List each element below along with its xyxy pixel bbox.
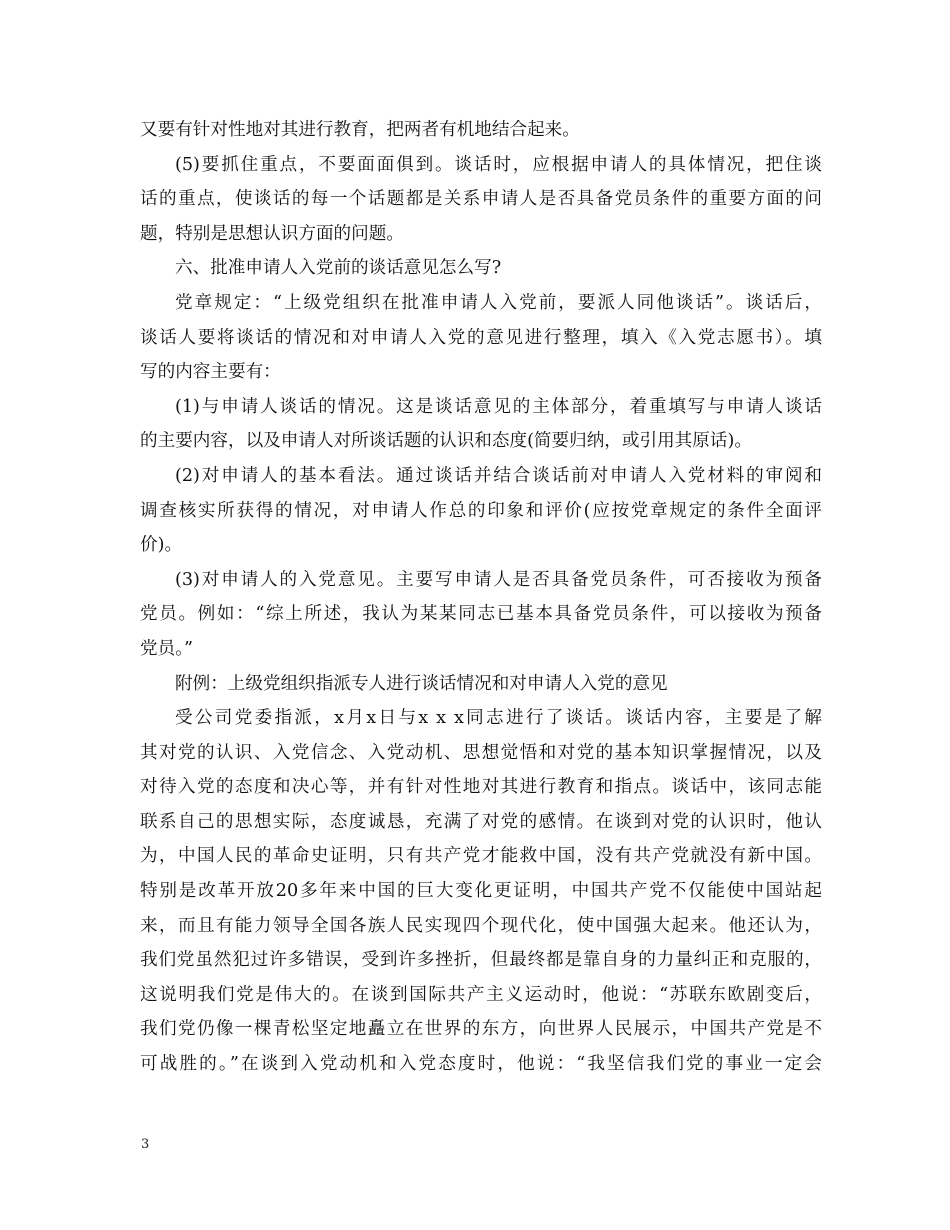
text-line: 话的重点，使谈话的每一个话题都是关系申请人是否具备党员条件的重要方面的问: [140, 189, 822, 210]
text-line: 党员。例如：“综上所述，我认为某某同志已基本具备党员条件，可以接收为预备: [140, 604, 822, 625]
text-line: 为，中国人民的革命史证明，只有共产党才能救中国，没有共产党就没有新中国。: [140, 846, 822, 867]
text-line: 受公司党委指派，x月x日与x x x同志进行了谈话。谈话内容，主要是了解: [175, 708, 822, 729]
text-line: 调查核实所获得的情况，对申请人作总的印象和评价(应按党章规定的条件全面评: [140, 500, 822, 521]
text-line: 来，而且有能力领导全国各族人民实现四个现代化，使中国强大起来。他还认为，: [140, 915, 822, 936]
text-line: 其对党的认识、入党信念、入党动机、思想觉悟和对党的基本知识掌握情况，以及: [140, 742, 822, 763]
body-text: [140, 113, 822, 1082]
text-line: 这说明我们党是伟大的。在谈到国际共产主义运动时，他说：“苏联东欧剧变后，: [140, 984, 822, 1005]
text-line: (2)对申请人的基本看法。通过谈话并结合谈话前对申请人入党材料的审阅和: [175, 465, 822, 486]
text-line: 可战胜的。”在谈到入党动机和入党态度时，他说：“我坚信我们党的事业一定会: [140, 1054, 822, 1075]
text-line: 题，特别是思想认识方面的问题。: [140, 223, 404, 244]
text-line: 的主要内容，以及申请人对所谈话题的认识和态度(简要归纳，或引用其原话)。: [140, 431, 752, 452]
text-line: (3)对申请人的入党意见。主要写申请人是否具备党员条件，可否接收为预备: [175, 569, 822, 590]
text-line: 联系自己的思想实际，态度诚恳，充满了对党的感情。在谈到对党的认识时，他认: [140, 811, 822, 832]
text-line: 六、批准申请人入党前的谈话意见怎么写?: [175, 258, 502, 279]
page-number: 3: [141, 1137, 150, 1152]
text-line: 又要有针对性地对其进行教育，把两者有机地结合起来。: [140, 120, 580, 140]
text-line: 特别是改革开放20多年来中国的巨大变化更证明，中国共产党不仅能使中国站起: [140, 881, 822, 902]
text-line: 附例：上级党组织指派专人进行谈话情况和对申请人入党的意见: [175, 673, 668, 694]
text-line: 我们党仍像一棵青松坚定地矗立在世界的东方，向世界人民展示，中国共产党是不: [140, 1019, 822, 1040]
text-line: 谈话人要将谈话的情况和对申请人入党的意见进行整理，填入《入党志愿书）。填: [140, 327, 822, 348]
text-line: (5)要抓住重点，不要面面俱到。谈话时，应根据申请人的具体情况，把住谈: [175, 154, 822, 175]
text-line: 对待入党的态度和决心等，并有针对性地对其进行教育和指点。谈话中，该同志能: [140, 777, 822, 798]
text-line: (1)与申请人谈话的情况。这是谈话意见的主体部分，着重填写与申请人谈话: [175, 396, 822, 417]
text-line: 党员。”: [140, 638, 193, 659]
text-line: 党章规定：“上级党组织在批准申请人入党前，要派人同他谈话”。谈话后，: [175, 292, 822, 313]
text-line: 价)。: [140, 535, 183, 556]
text-line: 我们党虽然犯过许多错误，受到许多挫折，但最终都是靠自身的力量纠正和克服的，: [140, 950, 822, 971]
text-line: 写的内容主要有：: [140, 362, 281, 383]
